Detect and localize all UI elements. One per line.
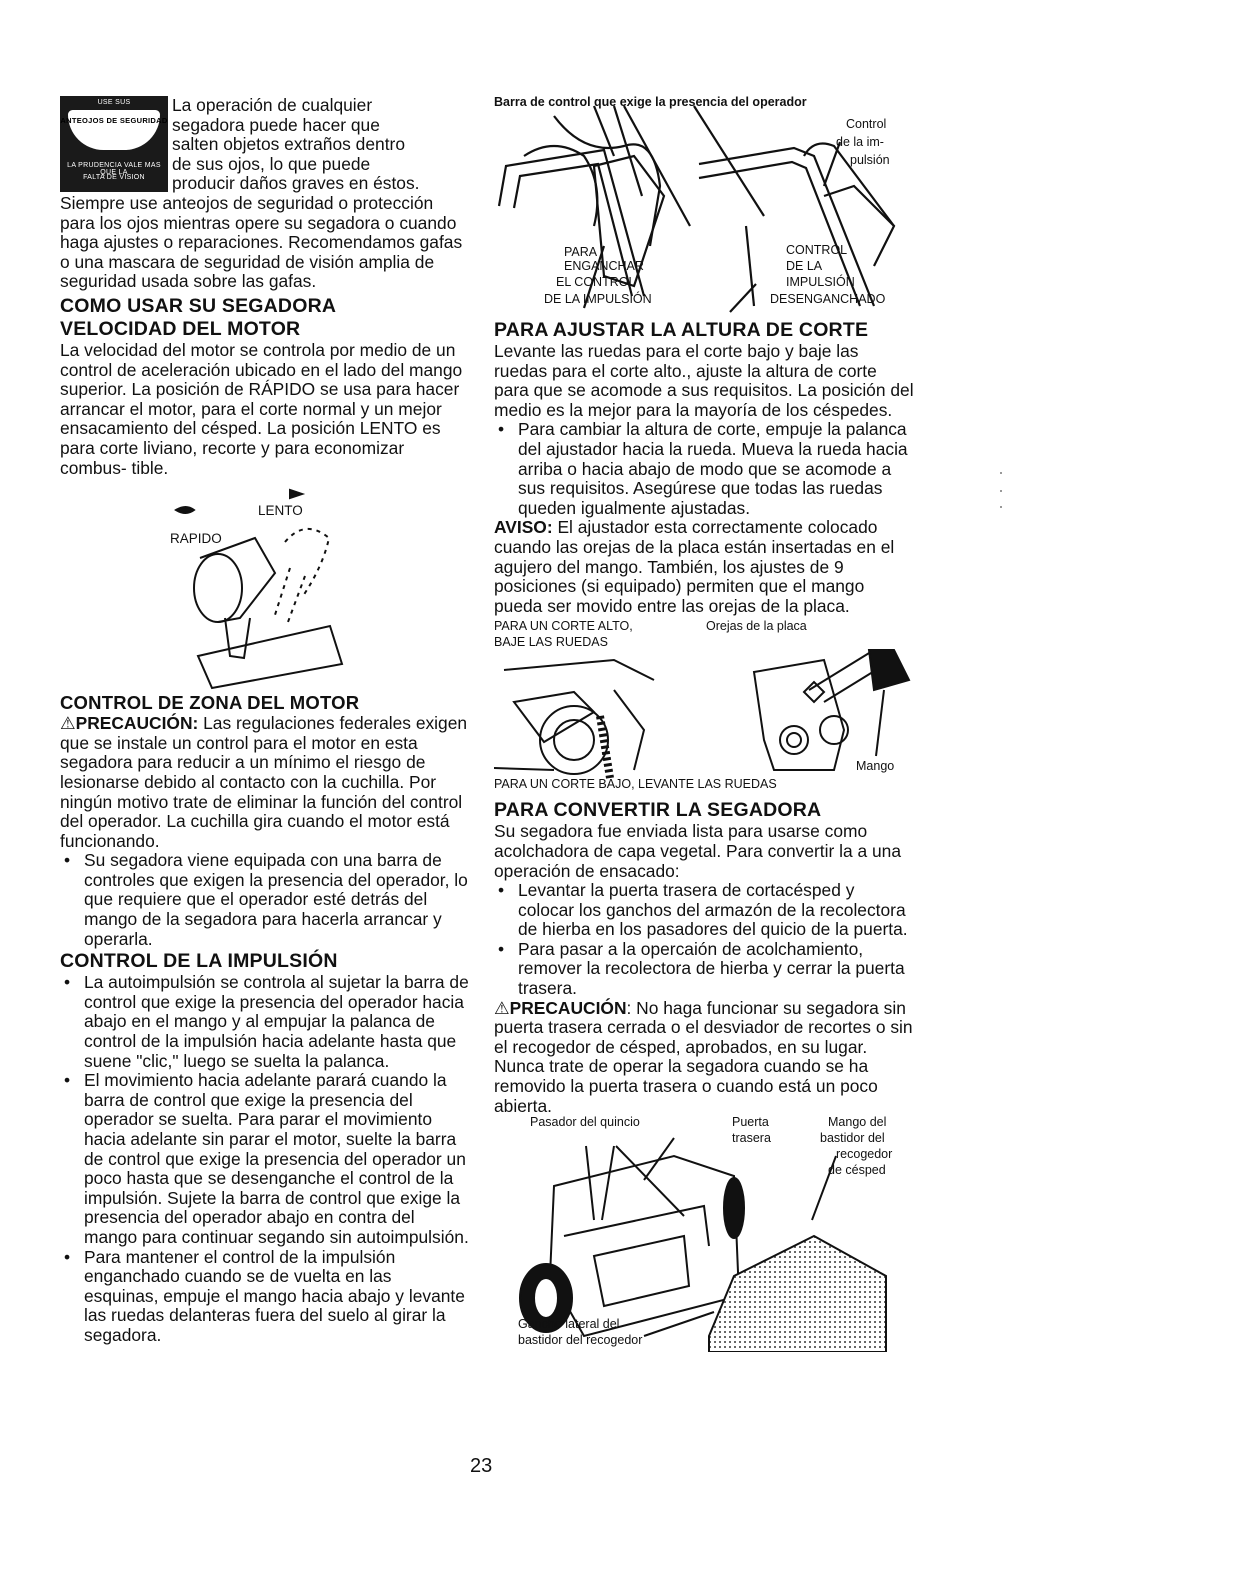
intro-line: producir daños graves en éstos. (172, 173, 420, 194)
rabbit-icon (176, 507, 194, 513)
list-item: • Levantar la puerta trasera de cortacésped y colocar los ganchos del armazón de la recolectora de hierba en los pasadores del quicio de la puerta. (494, 881, 914, 940)
section-title-zona: CONTROL DE ZONA DEL MOTOR (60, 692, 360, 714)
scan-mark (1000, 506, 1002, 508)
icon-text-3: LA PRUDENCIA VALE MAS QUE LA (67, 162, 161, 176)
right-column (494, 96, 914, 1352)
drive-control-figure (494, 96, 914, 318)
convertir-caution-label: PRECAUCIÓN (509, 997, 627, 1018)
operator-bar-label: Barra de control que exige la presencia del operador (494, 95, 807, 109)
list-item: • Para pasar a la opercaión de acolchamiento, remover la recolectora de hierba y cerrar la puerta trasera. (494, 940, 914, 999)
slow-label: LENTO (258, 503, 303, 519)
disengage-label: IMPULSIÓN (786, 275, 855, 289)
bag-frame-handle-label: de césped (828, 1163, 886, 1178)
zona-caution-label: PRECAUCIÓN: (75, 713, 199, 734)
list-item: • Para mantener el control de la impulsión enganchado cuando se de vuelta en las esquinas, empuje el mango hacia abajo y levante las ruedas delanteras fuera del suelo al girar la segadora. (60, 1248, 470, 1346)
icon-text-4: FALTA DE VISION (83, 174, 145, 181)
safety-goggles-icon (60, 96, 168, 192)
intro-paragraph: Siempre use anteojos de seguridad o protección para los ojos mientras opere su segadora o cuando haga ajustes o reparaciones. Recomendamos gafas o una mascara de seguridad de visión amplia de seguridad usada sobre las gafas. (60, 193, 463, 292)
drive-control-label: de la im- (836, 135, 884, 149)
rear-door-label: Puerta (732, 1115, 769, 1130)
list-item: • Su segadora viene equipada con una barra de controles que exigen la presencia del operador, lo que requiere que el operador esté detrás del mango de la segadora para hacerla arrancar y operarla. (60, 851, 470, 949)
aviso-label: AVISO: (494, 517, 553, 538)
engage-label: DE LA IMPULSIÓN (544, 292, 652, 306)
intro-line: La operación de cualquier (172, 95, 373, 115)
section-title-impulsion: CONTROL DE LA IMPULSIÓN (60, 950, 338, 973)
intro-line: salten objetos extraños dentro (172, 134, 405, 155)
section-title-como: COMO USAR SU SEGADORA (60, 294, 337, 317)
engage-label: PARA (564, 245, 598, 259)
plate-ears-label: Orejas de la placa (706, 619, 807, 634)
intro-line: segadora puede hacer que (172, 114, 380, 135)
tortoise-icon (290, 490, 302, 498)
scan-mark (1000, 490, 1002, 492)
engage-label: ENGANCHAR (564, 259, 644, 273)
velocidad-paragraph: La velocidad del motor se controla por medio de un control de aceleración ubicado en el lado del mango superior. La posición de RÁPIDO se usa para hacer arrancar el motor, para el corte normal y un mejor ensacamiento del césped. La posición LENTO es para corte liviano, recorte y para economizar combus- tible. (60, 339, 463, 478)
throttle-figure (60, 478, 470, 690)
high-cut-label: BAJE LAS RUEDAS (494, 635, 608, 650)
fast-label: RAPIDO (170, 531, 222, 547)
altura-bullets (494, 420, 914, 518)
convertir-bullets (494, 881, 914, 999)
aviso-text: El ajustador esta correctamente colocado cuando las orejas de la placa están insertadas en el agujero del mango. También, los ajustes de 9 posiciones (si equipado) permiten que el mango pueda ser movido entre las orejas de la placa. (494, 517, 895, 616)
high-cut-label: PARA UN CORTE ALTO, (494, 619, 633, 634)
section-title-convertir: PARA CONVERTIR LA SEGADORA (494, 799, 822, 822)
list-item: • Para cambiar la altura de corte, empuje la palanca del ajustador hacia la rueda. Mueva la rueda hacia arriba o hacia abajo de modo que se acomode a sus requisitos. Asegúrese que todas las ruedas queden igualmente ajustadas. (494, 420, 914, 518)
hinge-pin-label: Pasador del quincio (530, 1115, 640, 1130)
handle-label: Mango (856, 759, 895, 774)
caution-icon: ⚠ (60, 713, 76, 734)
intro-line: de sus ojos, lo que puede (172, 153, 371, 174)
side-hook-label: bastidor del recogedor (518, 1333, 643, 1348)
icon-text-1: USE SUS (97, 99, 131, 106)
icon-text-2: ANTEOJOS DE SEGURIDAD (60, 116, 168, 125)
drive-control-label: Control (846, 117, 887, 131)
scan-mark (1000, 472, 1002, 474)
bag-frame-handle-label: bastidor del (820, 1131, 885, 1146)
convertir-paragraph: Su segadora fue enviada lista para usarse como acolchadora de capa vegetal. Para convertir la a una operación de ensacado: (494, 821, 902, 881)
disengage-label: DESENGANCHADO (770, 292, 886, 306)
zona-bullets (60, 851, 470, 949)
rear-door-label: trasera (732, 1131, 771, 1146)
side-hook-label: Gancho lateral del (518, 1317, 620, 1332)
zona-caution-text: Las regulaciones federales exigen que se instale un control para el motor en esta segadora para reducir a un mínimo el riesgo de lesionarse debido al contacto con la cuchilla. Por ningún motivo trate de eliminar la función del control del operador. La cuchilla gira cuando el motor está funcionando. (60, 713, 468, 851)
height-adjust-figure (494, 620, 914, 798)
page-number: 23 (470, 1455, 493, 1477)
bag-frame-handle-label: recogedor (836, 1147, 893, 1162)
bag-frame-handle-label: Mango del (828, 1115, 887, 1130)
list-item: • El movimiento hacia adelante parará cuando la barra de control que exige la presencia del operador se suelta. Para parar el movimiento hacia adelante sin parar el motor, suelte la barra de control que exige la presencia del operador un poco hasta que se desenganche el control de la impulsión. Sujete la barra de control que exige la presencia del operador abajo en contra del mango para continuar segando sin autoimpulsión. (60, 1071, 470, 1247)
disengage-label: DE LA (786, 259, 823, 273)
low-cut-label: PARA UN CORTE BAJO, LEVANTE LAS RUEDAS (494, 777, 777, 792)
section-title-velocidad: VELOCIDAD DEL MOTOR (60, 317, 301, 340)
left-column (60, 96, 470, 1346)
disengage-label: CONTROL (786, 243, 848, 257)
list-item: • La autoimpulsión se controla al sujetar la barra de control que exige la presencia del operador hacia abajo en el mango y al empujar la palanca de control de la impulsión hacia adelante hasta que suene "clic," luego se suelta la palanca. (60, 973, 470, 1071)
caution-icon: ⚠ (494, 997, 510, 1018)
grass-bag-figure (494, 1116, 914, 1352)
drive-control-label: pulsión (850, 153, 890, 167)
section-title-altura: PARA AJUSTAR LA ALTURA DE CORTE (494, 319, 869, 341)
impulsion-bullets (60, 973, 470, 1345)
engage-label: EL CONTROL (556, 275, 636, 289)
altura-paragraph: Levante las ruedas para el corte bajo y baje las ruedas para el corte alto., ajuste la altura de corte para que se acomode a sus requisitos. La posición del medio es la mejor para la mayoría de los céspedes. (494, 341, 914, 420)
convertir-caution-text: : No haga funcionar su segadora sin puerta trasera cerrada o el desviador de recortes o sin el recogedor de césped, aprobados, en su lugar. Nunca trate de operar la segadora cuando se ha removido la puerta trasera o cuando está un poco abierta. (494, 997, 913, 1116)
